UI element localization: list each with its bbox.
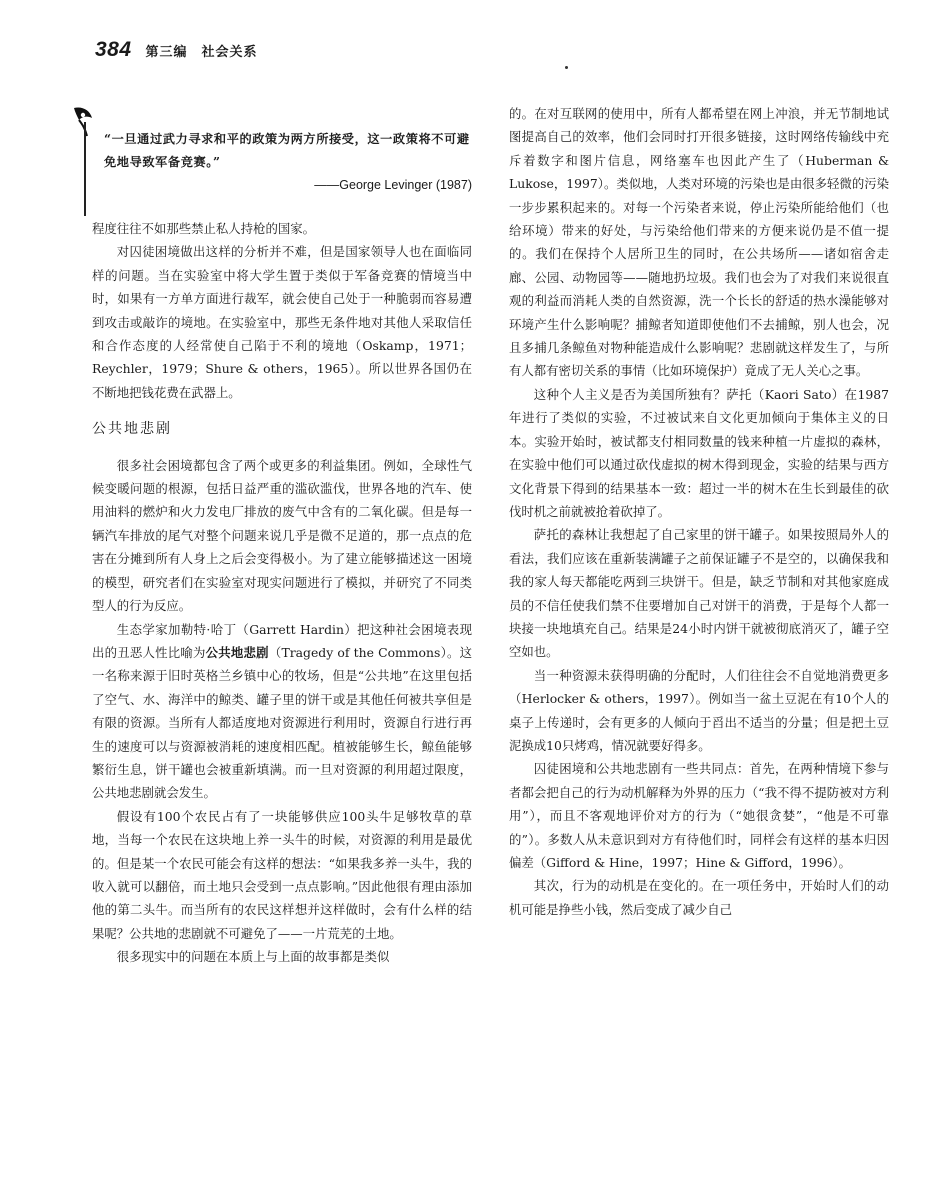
key-term: 公共地悲剧 [205,644,269,660]
left-column [92,217,472,969]
paragraph: 对囚徒困境做出这样的分析并不难，但是国家领导人也在面临同样的问题。当在实验室中将大学生置于类似于军备竞赛的情境当中时，如果有一方单方面进行裁军，就会使自己处于一种脆弱而容易遭到攻击或敲诈的境地。在实验室中，那些无条件地对其他人采取信任和合作态度的人经常使自己陷于不利的境地（Oskamp，1971；Reychler，1979；Shure & others，1965）。所以世界各国仍在不断地把钱花费在武器上。 [92,244,472,400]
paragraph: 程度往往不如那些禁止私人持枪的国家。 [92,221,316,236]
quote-text: “一旦通过武力寻求和平的政策为两方所接受，这一政策将不可避免地导致军备竞赛。” [104,132,470,169]
paragraph: 这种个人主义是否为美国所独有？萨托（Kaori Sato）在1987年进行了类似的实验，不过被试来自文化更加倾向于集体主义的日本。实验开始时，被试都支付相同数量的钱来种植一片虚拟的森林，在实验中他们可以通过砍伐虚拟的树木得到现金，实验的结果与西方文化背景下得到的结果基本一致：超过一半的树木在生长到最佳的砍伐时机之前就被抢着砍掉了。 [509,386,889,519]
paragraph: 很多现实中的问题在本质上与上面的故事都是类似 [116,949,390,965]
paragraph-text: 生态学家加勒特·哈丁（Garrett Hardin）把这种社会困境表现出的丑恶人性比喻为 [92,621,472,660]
epigraph-quote [68,104,470,214]
paragraph: 囚徒困境和公共地悲剧有一些共同点：首先，在两种情境下参与者都会把自己的行为动机解释为外界的压力（“我不得不提防被对方利用”），而且不客观地评价对方的行为（“她很贪婪”，“他是不可靠的”）。多数人从未意识到对方有待他们时，同样会有这样的基本归因偏差（Gifford & Hine，1997；Hine & Gifford，1996）。 [509,761,889,870]
paragraph: 很多社会困境都包含了两个或更多的利益集团。例如，全球性气候变暖问题的根源，包括日益严重的滥砍滥伐，世界各地的汽车、使用油料的燃炉和火力发电厂排放的废气中含有的二氧化碳。但是每一辆汽车排放的尾气对整个问题来说几乎是微不足道的，那一点点的危害在分摊到所有人身上之后会变得极小。为了建立能够描述这一困境的模型，研究者们在实验室对现实问题进行了模拟，并研究了不同类型人的行为反应。 [92,457,472,614]
paragraph: 萨托的森林让我想起了自己家里的饼干罐子。如果按照局外人的看法，我们应该在重新装满罐子之前保证罐子不是空的，以确保我和我的家人每天都能吃两到三块饼干。但是，缺乏节制和对其他家庭成员的不信任使我们禁不住要增加自己对饼干的消费，于是每个人都一块接一块地填充自己。结果是24小时内饼干就被彻底消灭了，罐子空空如也。 [509,527,889,660]
section-title: 第三编 社会关系 [145,44,258,59]
subsection-heading: 公共地悲剧 [92,421,172,438]
page-header [95,38,258,62]
quote-rule [84,122,86,216]
paragraph: 假设有100个农民占有了一块能够供应100头牛足够牧草的草地，当每一个农民在这块地上养一头牛的时候，对资源的利用是最优的。但是某一个农民可能会有这样的想法：“如果我多养一头牛，我的收入就可以翻倍，而土地只会受到一点点影响。”因此他很有理由添加他的第二头牛。而当所有的农民这样想并这样做时，会有什么样的结果呢？公共地的悲剧就不可避免了——一片荒芜的土地。 [92,808,472,941]
paragraph: 的。在对互联网的使用中，所有人都希望在网上冲浪，并无节制地试图提高自己的效率，他们会同时打开很多链接，这时网络传输线中充斥着数字和图片信息，网络塞车也因此产生了（Huberman & Lukose，1997）。类似地，人类对环境的污染也是由很多轻微的污染一步步累积起来的。对每一个污染者来说，停止污染所能给他们（也给环境）带来的好处，与污染给他们带来的方便来说仍是不值一提的。我们在保持个人居所卫生的同时，在公共场所——诸如宿舍走廊、公园、动物园等——随地扔垃圾。我们也会为了对我们来说很直观的利益而消耗人类的自然资源，洗一个长长的舒适的热水澡能够对环境产生什么影响呢？捕鲸者知道即使他们不去捕鲸，别人也会，况且多捕几条鲸鱼对物种能造成什么影响呢？悲剧就这样发生了，与所有人都有密切关系的事情（比如环境保护）竟成了无人关心之事。 [509,106,889,379]
paragraph-text: （Tragedy of the Commons）。这一名称来源于旧时英格兰乡镇中心的牧场，但是“公共地”在这里包括了空气、水、海洋中的鲸类、罐子里的饼干或是其他任何被共享但是有限的资源。当所有人都适度地对资源进行利用时，资源自行进行再生的速度可以与资源被消耗的速度相匹配。植被能够生长，鲸鱼能够繁衍生息，饼干罐也会被重新填满。而一旦对资源的利用超过限度，公共地悲剧就会发生。 [92,644,473,801]
quote-source: ——George Levinger (1987) [314,178,472,192]
page-number: 384 [95,38,132,61]
right-column [509,102,889,921]
quill-pen-icon [68,104,104,140]
paragraph: 当一种资源未获得明确的分配时，人们往往会不自觉地消费更多（Herlocker & others，1997）。例如当一盆土豆泥在有10个人的桌子上传递时，会有更多的人倾向于舀出不适当的分量；但是把土豆泥换成10只烤鸡，情况就要好得多。 [509,667,889,753]
stray-mark [565,66,568,69]
paragraph [92,618,472,805]
paragraph: 其次，行为的动机是在变化的。在一项任务中，开始时人们的动机可能是挣些小钱，然后变成了减少自己 [509,878,889,917]
